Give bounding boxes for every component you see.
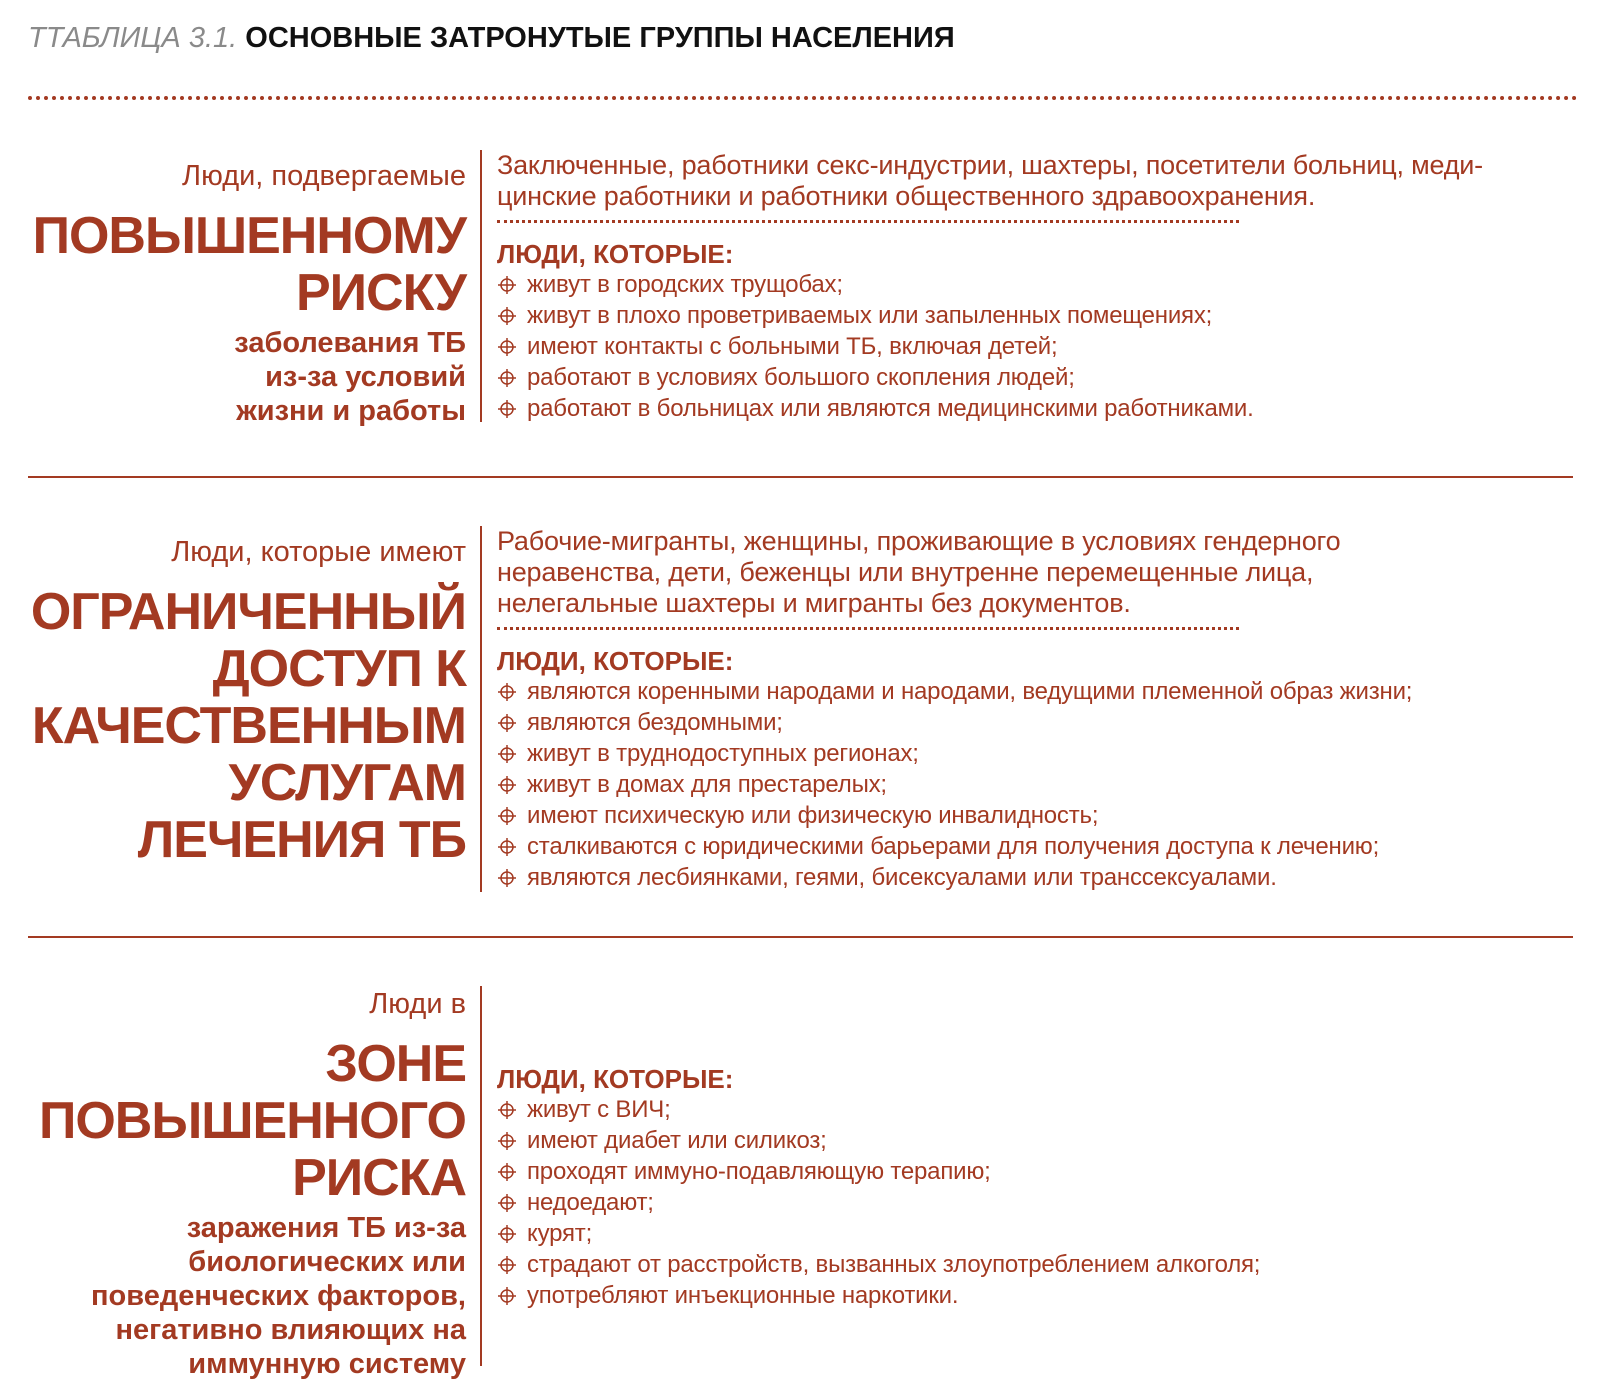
crosshair-icon: [497, 806, 517, 826]
section-label: [28, 534, 466, 869]
list-item: [497, 831, 1587, 862]
list-item-text: имеют психическую или физическую инвалидность;: [527, 802, 1099, 829]
crosshair-icon: [497, 1286, 517, 1306]
section-content: [497, 526, 1587, 893]
list-item: [497, 362, 1587, 393]
section-label: [28, 158, 466, 428]
crosshair-icon: [497, 275, 517, 295]
list-item: [497, 1249, 1587, 1280]
section-divider: [28, 476, 1573, 478]
table-title: [28, 20, 955, 56]
section-subtitle-line: жизни и работы: [236, 395, 466, 427]
section-subtitle-line: заражения ТБ из-за: [186, 1212, 466, 1244]
list-item-text: работают в больницах или являются медицинскими работниками.: [527, 395, 1254, 422]
list-item: [497, 1125, 1587, 1156]
list-item: [497, 1218, 1587, 1249]
crosshair-icon: [497, 337, 517, 357]
crosshair-icon: [497, 775, 517, 795]
crosshair-icon: [497, 1162, 517, 1182]
section-title-line: РИСКУ: [296, 264, 466, 322]
list-item-text: живут в плохо проветриваемых или запыленных помещениях;: [527, 302, 1213, 329]
section-content: [497, 150, 1587, 424]
table-heading: ОСНОВНЫЕ ЗАТРОНУТЫЕ ГРУППЫ НАСЕЛЕНИЯ: [245, 22, 955, 54]
section-title-line: УСЛУГАМ: [228, 754, 466, 812]
section-divider: [28, 936, 1573, 938]
list-item: [497, 676, 1587, 707]
section-description: [497, 150, 1587, 212]
list-item: [497, 800, 1587, 831]
list-item-text: являются бездомными;: [527, 709, 783, 736]
list-item-text: живут в домах для престарелых;: [527, 771, 887, 798]
section-title-line: ОГРАНИЧЕННЫЙ: [30, 583, 466, 641]
crosshair-icon: [497, 744, 517, 764]
description-dotted-divider: [497, 220, 1239, 223]
section-title-line: ДОСТУП К: [212, 640, 466, 698]
criteria-list: [497, 676, 1587, 893]
section-subtitle-line: иммунную систему: [188, 1348, 466, 1380]
criteria-list: [497, 1094, 1587, 1311]
crosshair-icon: [497, 368, 517, 388]
crosshair-icon: [497, 399, 517, 419]
list-item: [497, 1156, 1587, 1187]
list-item-text: живут в труднодоступных регионах;: [527, 740, 919, 767]
section-title-line: ПОВЫШЕННОГО: [38, 1092, 466, 1150]
list-item: [497, 269, 1587, 300]
section-description: [497, 526, 1587, 619]
crosshair-icon: [497, 1224, 517, 1244]
list-item: [497, 862, 1587, 893]
list-item-text: страдают от расстройств, вызванных злоупотреблением алкоголя;: [527, 1251, 1261, 1278]
list-item-text: являются коренными народами и народами, ведущими племенной образ жизни;: [527, 678, 1413, 705]
list-item-text: недоедают;: [527, 1189, 654, 1216]
list-item-text: проходят иммуно-подавляющую терапию;: [527, 1158, 991, 1185]
crosshair-icon: [497, 1255, 517, 1275]
description-line: нелегальные шахтеры и мигранты без документов.: [497, 588, 1131, 618]
list-heading: ЛЮДИ, КОТОРЫЕ:: [497, 646, 734, 676]
description-line: цинские работники и работники общественного здравоохранения.: [497, 181, 1316, 211]
list-item-text: живут с ВИЧ;: [527, 1096, 671, 1123]
section-vertical-divider: [480, 526, 482, 892]
crosshair-icon: [497, 837, 517, 857]
crosshair-icon: [497, 306, 517, 326]
crosshair-icon: [497, 713, 517, 733]
section-subtitle-line: заболевания ТБ: [234, 327, 466, 359]
list-item-text: живут в городских трущобах;: [527, 271, 843, 298]
list-item-text: имеют контакты с больными ТБ, включая детей;: [527, 333, 1058, 360]
list-heading: ЛЮДИ, КОТОРЫЕ:: [497, 1064, 734, 1094]
list-item: [497, 1280, 1587, 1311]
list-item: [497, 738, 1587, 769]
list-item-text: курят;: [527, 1220, 593, 1247]
list-item-text: употребляют инъекционные наркотики.: [527, 1282, 959, 1309]
crosshair-icon: [497, 868, 517, 888]
list-item-text: являются лесбиянками, геями, бисексуалами или транссексуалами.: [527, 864, 1277, 891]
crosshair-icon: [497, 1193, 517, 1213]
section-vertical-divider: [480, 150, 482, 422]
description-line: неравенства, дети, беженцы или внутренне перемещенные лица,: [497, 557, 1314, 587]
list-item: [497, 1187, 1587, 1218]
list-item: [497, 331, 1587, 362]
section-title-line: РИСКА: [292, 1149, 466, 1207]
list-item: [497, 769, 1587, 800]
section-lead: Люди, которые имеют: [171, 536, 466, 568]
list-item: [497, 1094, 1587, 1125]
crosshair-icon: [497, 682, 517, 702]
title-dotted-divider: [28, 96, 1578, 100]
crosshair-icon: [497, 1131, 517, 1151]
section-lead: Люди, подвергаемые: [182, 160, 466, 192]
list-item-text: имеют диабет или силикоз;: [527, 1127, 827, 1154]
section-lead: Люди в: [369, 988, 466, 1020]
section-title-line: КАЧЕСТВЕННЫМ: [31, 697, 466, 755]
list-item: [497, 707, 1587, 738]
list-item: [497, 393, 1587, 424]
crosshair-icon: [497, 1100, 517, 1120]
description-dotted-divider: [497, 627, 1239, 630]
table-number: ТТАБЛИЦА 3.1.: [28, 22, 238, 54]
section-subtitle-line: биологических или: [188, 1246, 466, 1278]
section-title-line: ЛЕЧЕНИЯ ТБ: [137, 811, 466, 869]
section-content: [497, 1064, 1587, 1311]
list-item-text: сталкиваются с юридическими барьерами для получения доступа к лечению;: [527, 833, 1380, 860]
description-line: Рабочие-мигранты, женщины, проживающие в условиях гендерного: [497, 526, 1341, 556]
section-subtitle-line: из-за условий: [265, 361, 466, 393]
list-item-text: работают в условиях большого скопления людей;: [527, 364, 1075, 391]
section-subtitle-line: поведенческих факторов,: [91, 1280, 466, 1312]
section-title-line: ПОВЫШЕННОМУ: [32, 207, 466, 265]
list-heading: ЛЮДИ, КОТОРЫЕ:: [497, 239, 734, 269]
list-item: [497, 300, 1587, 331]
section-title-line: ЗОНЕ: [325, 1035, 466, 1093]
section-vertical-divider: [480, 986, 482, 1366]
section-subtitle-line: негативно влияющих на: [115, 1314, 466, 1346]
section-label: [28, 986, 466, 1381]
description-line: Заключенные, работники секс-индустрии, шахтеры, посетители больниц, меди-: [497, 150, 1483, 180]
criteria-list: [497, 269, 1587, 424]
